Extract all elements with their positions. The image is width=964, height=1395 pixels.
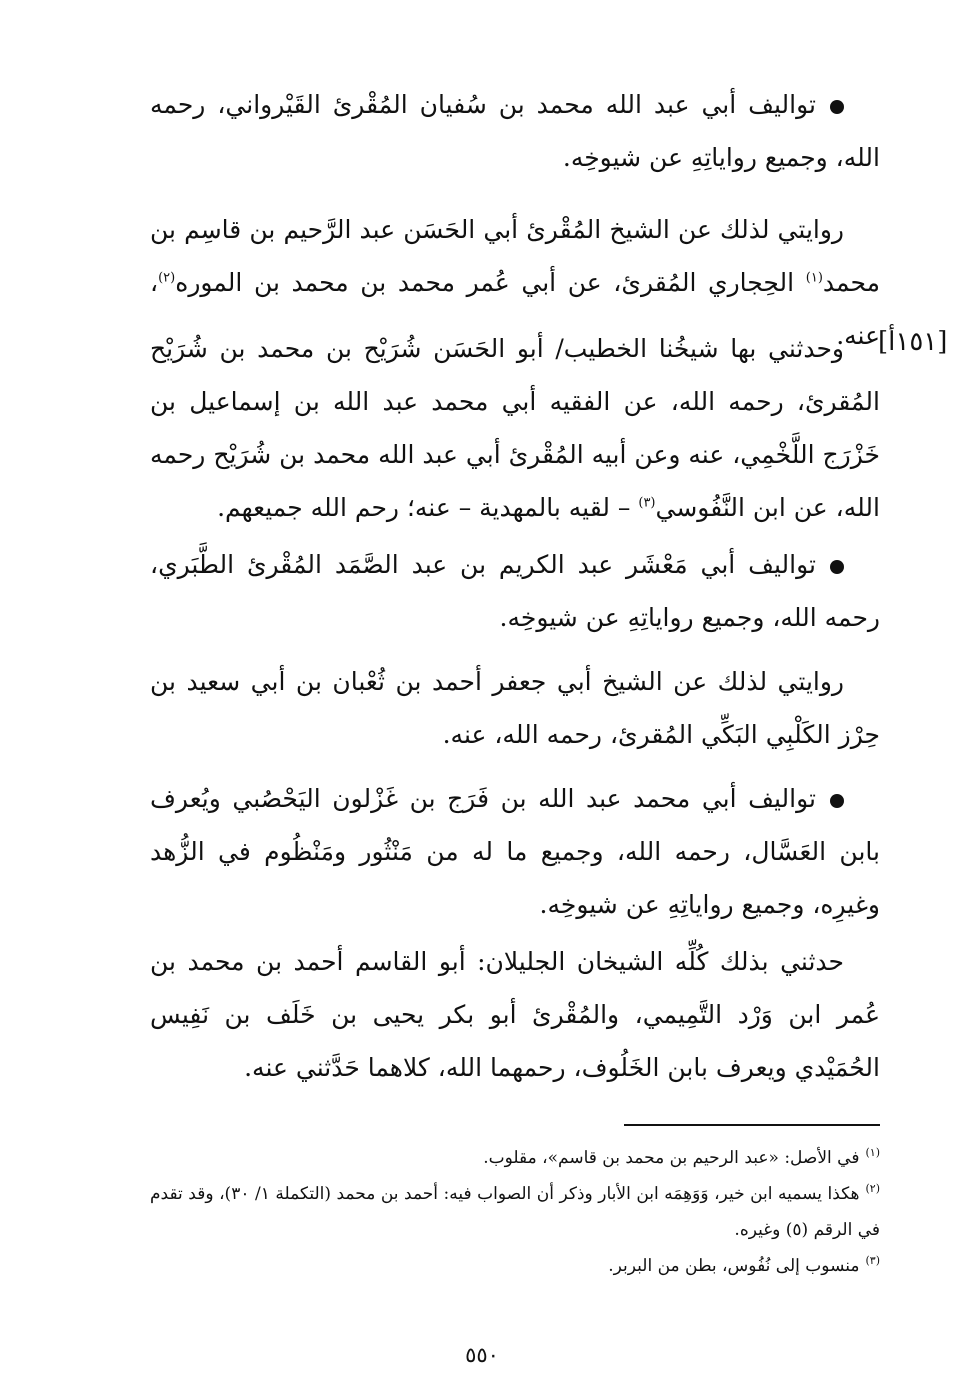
footnote-3 [150, 1248, 880, 1284]
footnote-text: هكذا يسميه ابن خير، وَوَهِمَه ابن الأبار وذكر أن الصواب فيه: أحمد بن محمد (التكملة ١/ ٣٠)، وقد تقدم في الرقم (٥) وغيره. [150, 1184, 880, 1240]
page-number: ٥٥٠ [465, 1343, 499, 1367]
footnote-number: (٢) [865, 1182, 880, 1196]
bullet-icon [830, 100, 844, 114]
paragraph-2 [150, 322, 880, 534]
bullet-entry-1 [150, 78, 880, 184]
footnotes-section [150, 1140, 880, 1284]
paragraph-text: الحِجاري المُقرئ، عن أبي عُمر محمد بن محمد بن الموره [175, 268, 806, 297]
footnote-text: منسوب إلى نُفُوس، بطن من البربر. [608, 1256, 860, 1276]
bullet-entry-2 [150, 538, 880, 644]
bullet-entry-text: تواليف أبي محمد عبد الله بن فَرَج بن غَزْلون اليَحْصُبي ويُعرف بابن العَسَّال، رحمه الله، وجميع ما له من مَنْثُور ومَنْظُوم في الزُّهد وغيرِه، وجميع رواياتِهِ عن شيوخِه. [150, 784, 880, 919]
footnote-2 [150, 1176, 880, 1248]
bullet-icon [830, 560, 844, 574]
paragraph-3 [150, 655, 880, 761]
page-body [150, 0, 880, 1395]
footnote-number: (٣) [865, 1254, 880, 1268]
paragraph-4 [150, 935, 880, 1094]
footnote-1 [150, 1140, 880, 1176]
paragraph-text: وحدثني بها شيخُنا الخطيب/ أبو الحَسَن شُرَيْح بن محمد بن شُرَيْح المُقرئ، رحمه الله، عن الفقيه أبي محمد عبد الله بن إسماعيل بن خَزْرَج اللَّخْمِي، عنه وعن أبيه المُقْرئ أبي عبد الله محمد بن شُرَيْح رحمه الله، عن ابن النَّفُوسي [150, 334, 880, 522]
paragraph-text: روايتي لذلك عن الشيخ أبي جعفر أحمد بن ثُعْبان بن أبي سعيد بن حِرْز الكَلْبِي البَكِّي المُقرئ، رحمه الله، عنه. [150, 667, 880, 749]
paragraph-text: روايتي لذلك عن الشيخ المُقْرئ أبي الحَسَن عبد الرَّحيم بن قاسِم بن محمد [150, 215, 880, 297]
bullet-icon [830, 794, 844, 808]
footnote-text: في الأصل: «عبد الرحيم بن محمد بن قاسم»، مقلوب. [483, 1148, 860, 1168]
footnote-ref: (٢) [158, 270, 176, 286]
bullet-entry-3 [150, 772, 880, 931]
footnote-number: (١) [865, 1146, 880, 1160]
footnote-ref: (٣) [638, 495, 656, 511]
footnote-ref: (١) [805, 270, 823, 286]
paragraph-text: – لقيه بالمهدية – عنه؛ رحم الله جميعهم. [217, 493, 639, 522]
bullet-entry-text: تواليف أبي عبد الله محمد بن سُفيان المُقْرئ القَيْرواني، رحمه الله، وجميع رواياتِهِ عن شيوخِه. [150, 90, 880, 172]
footnote-divider [624, 1124, 880, 1126]
paragraph-text: ، عنه. [150, 268, 880, 350]
paragraph-text: حدثني بذلك كُلِّه الشيخان الجليلان: أبو القاسم أحمد بن محمد بن عُمر ابن وَرْد التَّمِيمي، والمُقْرئ أبو بكر يحيى بن خَلَف بن نَفِيس الحُمَيْدي ويعرف بابن الخَلُوف، رحمهما الله، كلاهما حَدَّثني عنه. [150, 947, 880, 1082]
folio-margin-note: [١٥١أ] [878, 327, 948, 357]
bullet-entry-text: تواليف أبي مَعْشَر عبد الكريم بن عبد الصَّمَد المُقْرئ الطَّبَري، رحمه الله، وجميع رواياتِهِ عن شيوخِه. [150, 550, 880, 632]
